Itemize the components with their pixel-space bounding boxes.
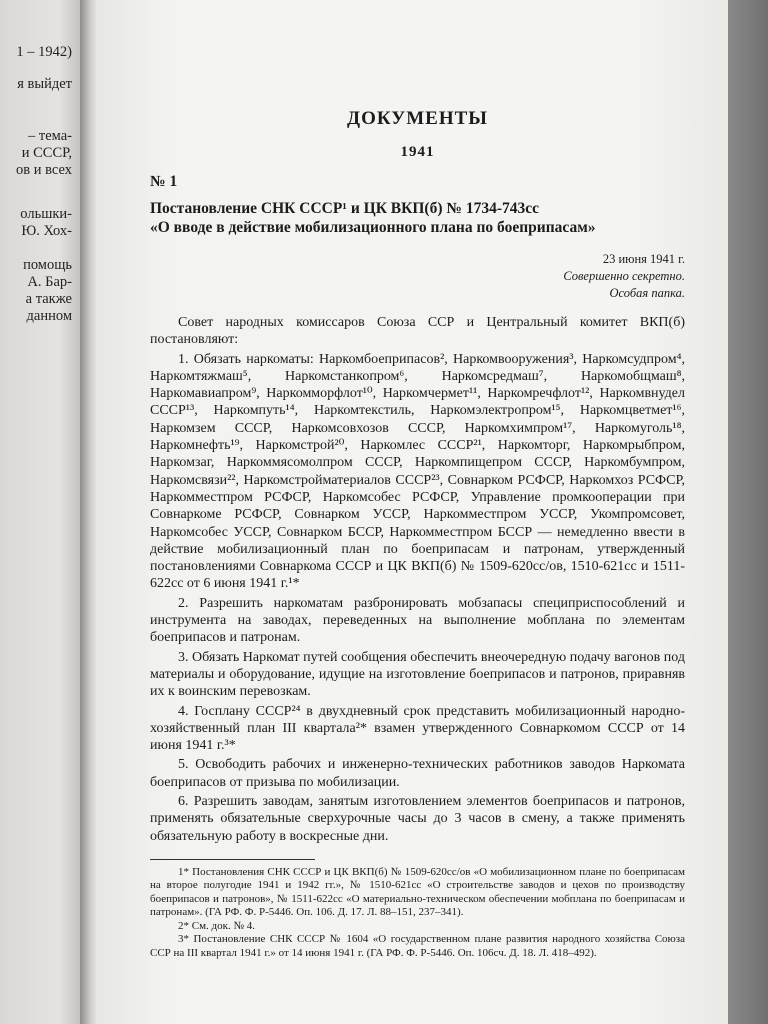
document-title-line: «О вводе в действие мобилизационного плана по боеприпасам» <box>150 219 596 236</box>
folder-label: Особая папка. <box>609 286 685 300</box>
body-paragraph: Совет народных комиссаров Союза ССР и Центральный комитет ВКП(б) постановляют: <box>150 315 685 348</box>
left-page-line: а также <box>25 291 72 307</box>
document-title-line: Постановление СНК СССР¹ и ЦК ВКП(б) № 1734-743сс <box>150 200 540 217</box>
document-title <box>150 199 685 237</box>
document-body <box>150 314 685 845</box>
body-paragraph: 2. Разрешить наркоматам разбронировать мобзапасы специприспособлений и инструмента на заводах, переведенных на выполнение мобплана по элементам боеприпасов и патронам. <box>150 595 685 646</box>
left-page <box>0 0 84 1024</box>
left-page-line: Ю. Хох- <box>21 223 72 239</box>
document-content <box>150 108 685 960</box>
footnote: 2* См. док. № 4. <box>178 919 255 932</box>
body-paragraph: 5. Освободить рабочих и инженерно-технических работников заводов Наркомата боеприпасов от призыва по мобилизации. <box>150 757 685 790</box>
document-number: № 1 <box>150 173 178 190</box>
left-page-line: ольшки- <box>20 206 72 222</box>
body-paragraph: 6. Разрешить заводам, занятым изготовлением элементов боеприпасов и патронов, применять обязательные сверхурочные часы до 3 часов в смену, а также применять обязательную работу в воскресные дни. <box>150 794 685 844</box>
body-paragraph: 1. Обязать наркоматы: Наркомбоеприпасов², Наркомвооружения³, Наркомсудпром⁴, Наркомтяжмаш⁵, Наркомстанкопром⁶, Наркомсредмаш⁷, Наркомобщмаш⁸, Наркомавиапром⁹, Наркомморфлот¹⁰, Наркомчермет¹¹, Наркомречфлот¹², Наркомвнудел СССР¹³, Наркомпуть¹⁴, Наркомтекстиль, Наркомэлектропром¹⁵, Наркомцветмет¹⁶, Наркомзем СССР, Наркомсовхозов СССР, Наркомхимпром¹⁷, Наркомуголь¹⁸, Наркомнефть¹⁹, Наркомстрой²⁰, Наркомлес СССР²¹, Наркомторг, Наркомрыбпром, Наркомзаг, Наркоммясомолпром СССР, Наркомпищепром СССР, Наркомбумпром, Наркомсвязи²², Наркомстройматериалов СССР²³, Совнарком РСФСР, Наркомхоз РСФСР, Наркомместпром РСФСР, Наркомсобес РСФСР, Управление промкооперации при Совнаркоме РСФСР, Совнарком УССР, Наркомместпром УССР, Укомпромсовет, Наркомсобес УССР, Совнарком БССР, Наркомместпром БССР — немедленно ввести в действие мобилизационный план по боеприпасам и патронам, утвержденный постановлениями Совнаркома СССР и ЦК ВКП(б) № 1509-620сс/ов, 1510-621сс и 1511-622сс от 6 июня 1941 г.¹* <box>150 351 685 592</box>
left-page-line: я выйдет <box>17 76 72 92</box>
section-heading: ДОКУМЕНТЫ <box>347 108 488 129</box>
left-page-line: данном <box>26 308 72 324</box>
footnote: 1* Постановления СНК СССР и ЦК ВКП(б) № 1509-620сс/ов «О мобилизационном плане по боеприпасам на второе полугодие 1941 и 1942 гг.», № 1510-621сс «О строительстве заводов и цехов по производству боеприпасов и патронов», № 1511-622сс «О материально-техническом обеспечении мобплана по боеприпасам и патронам». (ГА РФ. Ф. Р-5446. Оп. 106. Д. 17. Л. 88–151, 237–341). <box>150 865 685 919</box>
document-date: 23 июня 1941 г. <box>602 252 685 266</box>
left-page-line: и СССР, <box>21 145 72 161</box>
footnote: 3* Постановление СНК СССР № 1604 «О государственном плане развития народного хозяйства Союза ССР на III квартал 1941 г.» от 14 июня 1941 г. (ГА РФ. Ф. Р-5446. Оп. 106сч. Д. 18. Л. 418–492). <box>150 933 685 959</box>
footnote-divider <box>150 859 315 860</box>
left-page-line: помощь <box>23 257 72 273</box>
document-meta <box>150 251 685 302</box>
left-page-line: – тема- <box>28 128 72 144</box>
classification-label: Совершенно секретно. <box>563 269 685 283</box>
left-page-line: ов и всех <box>16 162 72 178</box>
year-heading: 1941 <box>400 144 435 160</box>
body-paragraph: 3. Обязать Наркомат путей сообщения обеспечить внеочередную подачу вагонов под материалы и оборудование, идущие на изготовление боеприпасов и патронов, приравняв их к воинским перевозкам. <box>150 649 685 700</box>
page-edge-shadow <box>728 0 768 1024</box>
left-page-line: А. Бар- <box>27 274 72 290</box>
body-paragraph: 4. Госплану СССР²⁴ в двухдневный срок представить мобилизационный народно-хозяйственный план III квартала²* взамен утвержденного Совнаркомом СССР от 14 июня 1941 г.³* <box>150 703 685 754</box>
footnotes <box>150 866 685 961</box>
left-page-line: 1 – 1942) <box>16 44 72 60</box>
